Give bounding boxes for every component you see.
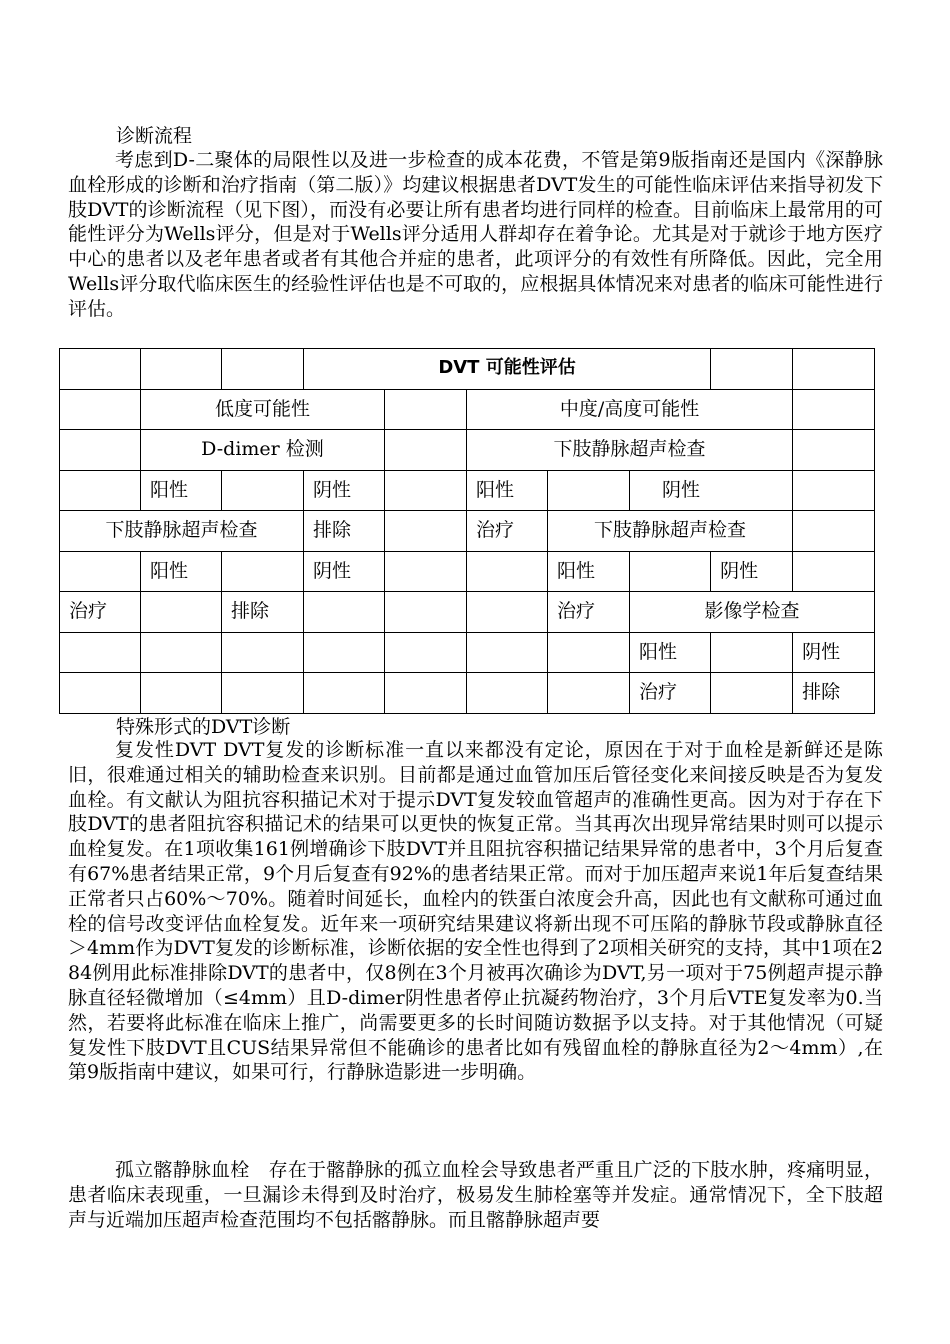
imaging-positive: 阳性 [630,632,711,673]
us3-positive: 阳性 [548,551,630,592]
imaging-negative-rule-out: 排除 [793,673,875,714]
imaging-negative: 阴性 [793,632,875,673]
us2-positive: 阳性 [141,551,222,592]
leg-ultrasound-2: 下肢静脉超声检查 [60,511,304,552]
recurrent-dvt-paragraph: 复发性DVT DVT复发的诊断标准一直以来都没有定论，原因在于对于血栓是新鲜还是陈旧，很难通过相关的辅助检查来识别。目前都是通过血管加压后管径变化来间接反映是否为复发血栓。有文献认为阻抗容积描记术对于提示DVT复发较血管超声的准确性更高。因为对于存在下肢DVT的患者阻抗容积描记术的结果可以更快的恢复正常。当其再次出现异常结果时则可以提示血栓复发。在1项收集161例增确诊下肢DVT并且阻抗容积描记结果异常的患者中，3个月后复查有67%患者结果正常，9个月后复查有92%的患者结果正常。而对于加压超声来说1年后复查结果正常者只占60%～70%。随着时间延长，血栓内的铁蛋白浓度会升高，因此也有文献称可通过血栓的信号改变评估血栓复发。近年来一项研究结果建议将新出现不可压陷的静脉节段或静脉直径＞4mm作为DVT复发的诊断标准，诊断依据的安全性也得到了2项相关研究的支持，其中1项在284例用此标准排除DVT的患者中，仅8例在3个月被再次确诊为DVT,另一项对于75例超声提示静脉直径轻微增加（≤4mm）且D-dimer阴性患者停止抗凝药物治疗，3个月后VTE复发率为0.当然，若要将此标准在临床上推广，尚需要更多的长时间随访数据予以支持。对于其他情况（可疑复发性下肢DVT且CUS结果异常但不能确诊的患者比如有残留血栓的静脉直径为2～4mm）,在第9版指南中建议，如果可行，行静脉造影进一步明确。 [68,739,883,1084]
us2-negative: 阴性 [304,551,385,592]
dvt-flowchart-table [59,348,875,714]
iliac-vein-paragraph: 孤立髂静脉血栓 存在于髂静脉的孤立血栓会导致患者严重且广泛的下肢水肿，疼痛明显，患者临床表现重，一旦漏诊未得到及时治疗，极易发生肺栓塞等并发症。通常情况下，全下肢超声与近端加压超声检查范围均不包括髂静脉。而且髂静脉超声要 [68,1159,883,1231]
us3-positive-treat: 治疗 [548,592,630,633]
ddimer-test: D-dimer 检测 [141,430,385,471]
imaging-exam: 影像学检查 [630,592,875,633]
us1-positive-treat: 治疗 [467,511,548,552]
ddimer-negative: 阴性 [304,470,385,511]
intro-paragraph: 考虑到D-二聚体的局限性以及进一步检查的成本花费，不管是第9版指南还是国内《深静脉血栓形成的诊断和治疗指南（第二版）》均建议根据患者DVT发生的可能性临床评估来指导初发下肢DVT的诊断流程（见下图），而没有必要让所有患者均进行同样的检查。目前临床上最常用的可能性评分为Wells评分，但是对于Wells评分适用人群却存在着争论。尤其是对于就诊于地方医疗中心的患者以及老年患者或者有其他合并症的患者，此项评分的有效性有所降低。因此，完全用Wells评分取代临床医生的经验性评估也是不可取的，应根据具体情况来对患者的临床可能性进行评估。 [68,149,883,320]
moderate-high-probability: 中度/高度可能性 [467,389,793,430]
flowchart-title: DVT 可能性评估 [304,349,711,390]
leg-ultrasound-3: 下肢静脉超声检查 [548,511,793,552]
imaging-positive-treat: 治疗 [630,673,711,714]
us2-negative-rule-out: 排除 [222,592,304,633]
leg-ultrasound-1: 下肢静脉超声检查 [467,430,793,471]
us1-positive: 阳性 [467,470,548,511]
section-heading-special-dvt: 特殊形式的DVT诊断 [116,716,291,738]
ddimer-positive: 阳性 [141,470,222,511]
us1-negative: 阴性 [630,470,793,511]
ddimer-negative-rule-out: 排除 [304,511,385,552]
low-probability: 低度可能性 [141,389,385,430]
us3-negative: 阴性 [711,551,793,592]
section-heading-diagnosis-flow: 诊断流程 [116,125,193,147]
us2-positive-treat: 治疗 [60,592,141,633]
